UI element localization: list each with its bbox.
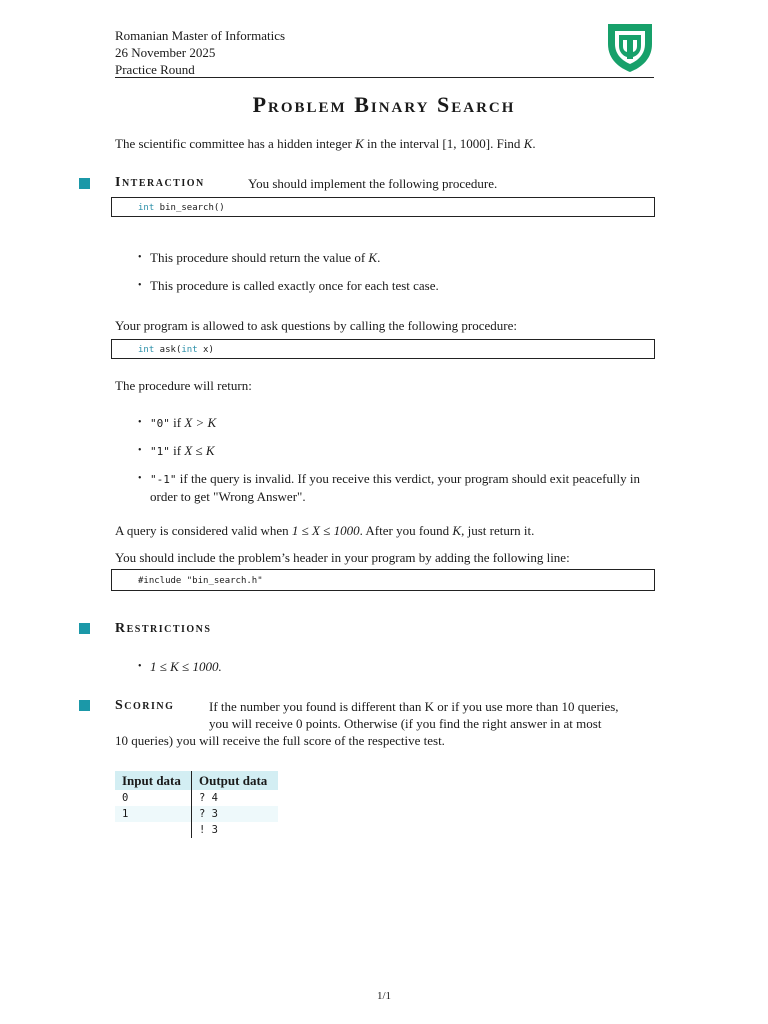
intro-paragraph — [115, 135, 660, 152]
header-divider — [115, 77, 654, 78]
section-marker-restrictions — [79, 623, 90, 634]
header-round: Practice Round — [115, 62, 195, 77]
restrictions-list — [135, 658, 222, 675]
scoring-line-1: If the number you found is different than K or if you use more than 10 queries, — [209, 699, 619, 714]
section-heading-scoring: Scoring — [115, 698, 175, 713]
table-row — [115, 822, 278, 838]
header-date: 26 November 2025 — [115, 45, 216, 60]
section-marker-scoring — [79, 700, 90, 711]
intro-text-mid: in the interval [1, 1000]. Find — [363, 136, 524, 151]
table-row — [115, 806, 278, 822]
code-keyword: int — [181, 345, 198, 355]
table-cell-input: 1 — [115, 806, 192, 822]
table-cell-output: ? 4 — [199, 792, 218, 804]
bullet-returns-k: • This procedure should return the value of K. — [135, 249, 439, 266]
interaction-lead: You should implement the following procedure. — [248, 176, 498, 191]
code-bin-search-signature — [111, 197, 655, 217]
code-ask-signature — [111, 339, 655, 359]
page-number: 1/1 — [376, 990, 392, 1002]
return-one: • "1" if X ≤ K — [135, 442, 660, 460]
table-header-output: Output data — [192, 771, 279, 790]
restriction-k-range: • 1 ≤ K ≤ 1000. — [135, 658, 222, 675]
scoring-line-2: you will receive 0 points. Otherwise (if you find the right answer in at most — [209, 716, 602, 731]
scoring-line-3: 10 queries) you will receive the full score of the respective test. — [115, 733, 445, 748]
ask-intro: Your program is allowed to ask questions by calling the following procedure: — [115, 318, 517, 333]
table-cell-output: ! 3 — [199, 824, 218, 836]
table-row — [115, 790, 278, 806]
code-text: bin_search() — [154, 203, 225, 213]
table-cell-input — [115, 822, 192, 838]
table-cell-input: 0 — [115, 790, 192, 806]
intro-text: The scientific committee has a hidden integer — [115, 136, 356, 151]
return-intro: The procedure will return: — [115, 378, 252, 393]
document-header — [115, 27, 285, 78]
return-minus-one: • "-1" if the query is invalid. If you receive this verdict, your program should exit peacefully in order to get "Wrong Answer". — [135, 470, 660, 505]
section-heading-restrictions: Restrictions — [115, 621, 212, 636]
table-header-input: Input data — [115, 771, 192, 790]
procedure-bullets — [135, 249, 439, 294]
include-intro: You should include the problem’s header in your program by adding the following line: — [115, 550, 570, 565]
code-include-line: #include "bin_search.h" — [111, 569, 655, 591]
intro-var-k2: K — [523, 136, 533, 151]
code-keyword: int — [138, 345, 155, 355]
return-values-list — [135, 414, 660, 505]
intro-var-k: K — [355, 136, 364, 151]
problem-title: Problem Binary Search — [252, 92, 516, 117]
bullet-called-once: • This procedure is called exactly once for each test case. — [135, 277, 439, 294]
intro-text-end: . — [532, 136, 536, 151]
table-cell-output: ? 3 — [192, 806, 279, 822]
return-zero: • "0" if X > K — [135, 414, 660, 432]
valid-query-paragraph: A query is considered valid when 1 ≤ X ≤ 1000. After you found K, just return it. — [115, 523, 535, 538]
section-heading-interaction: Interaction — [115, 175, 205, 190]
rmi-shield-logo-icon — [606, 22, 654, 74]
code-keyword: int — [138, 203, 155, 213]
example-io-table — [115, 771, 278, 838]
code-text: ask( — [154, 345, 182, 355]
section-marker-interaction — [79, 178, 90, 189]
code-text: x) — [197, 345, 214, 355]
header-contest: Romanian Master of Informatics — [115, 28, 286, 43]
